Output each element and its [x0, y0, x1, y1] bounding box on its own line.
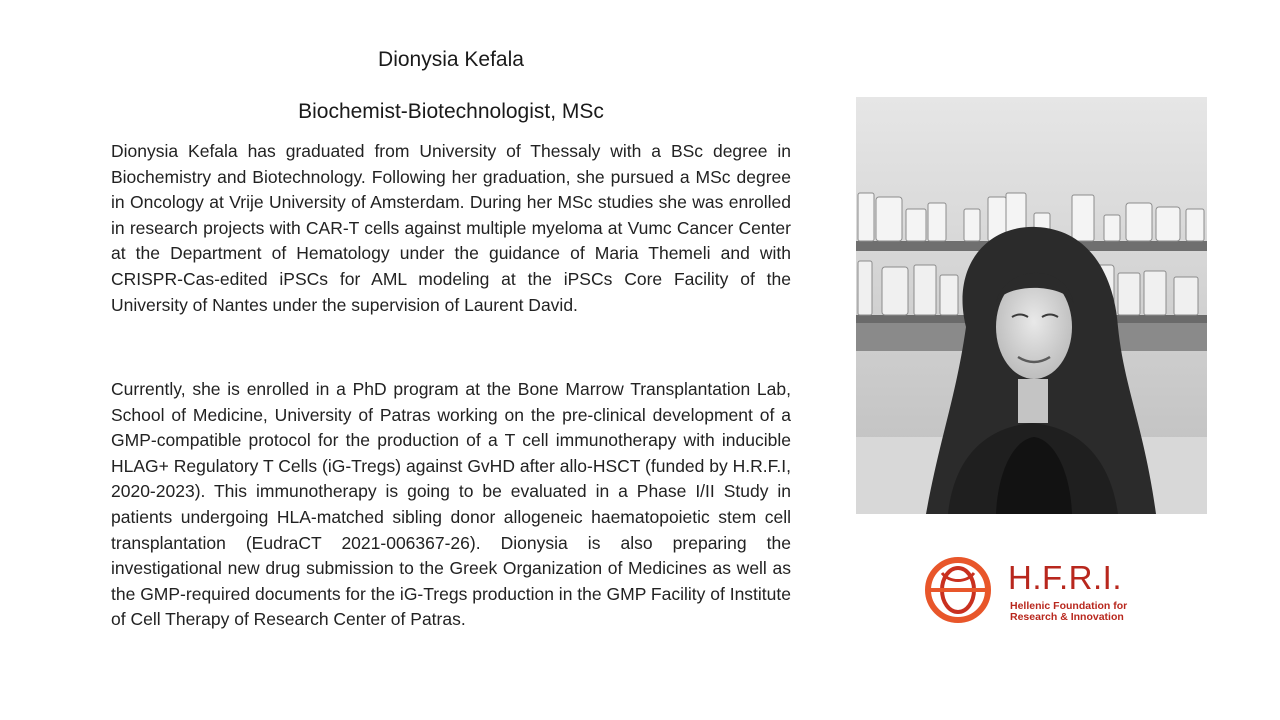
portrait-illustration — [856, 97, 1207, 514]
bio-paragraph-1: Dionysia Kefala has graduated from University of Thessaly with a BSc degree in Biochemistry and Biotechnology. Following her graduation, she pursued a MSc degree in Oncology at Vrije University of Amsterdam. During her MSc studies she was enrolled in research projects with CAR-T cells against multiple myeloma at Vumc Cancer Center at the Department of Hematology under the guidance of Maria Themeli and with CRISPR-Cas-edited iPSCs for AML modeling at the iPSCs Core Facility of the University of Nantes under the supervision of Laurent David. — [111, 141, 791, 315]
hfri-emblem-icon — [922, 555, 996, 625]
person-name: Dionysia Kefala — [378, 48, 524, 71]
person-role: Biochemist-Biotechnologist, MSc — [298, 100, 604, 123]
hfri-logo — [922, 555, 1142, 625]
portrait-photo — [856, 97, 1207, 514]
hfri-letters: H.F.R.I. — [1008, 559, 1123, 596]
hfri-name-line-1: Hellenic Foundation for — [1010, 600, 1128, 612]
bio-paragraph-2: Currently, she is enrolled in a PhD program at the Bone Marrow Transplantation Lab, School of Medicine, University of Patras working on the pre-clinical development of a GMP-compatible protocol for the production of a T cell immunotherapy with inducible HLAG+ Regulatory T Cells (iG-Tregs) against GvHD after allo-HSCT (funded by H.R.F.I, 2020-2023). This immunotherapy is going to be evaluated in a Phase I/II Study in patients undergoing HLA-matched sibling donor allogeneic haematopoietic stem cell transplantation (EudraCT 2021-006367-26). Dionysia is also preparing the investigational new drug submission to the Greek Organization of Medicines as well as the GMP-required documents for the iG-Tregs production in the GMP Facility of Institute of Cell Therapy of Research Center of Patras. — [111, 379, 791, 630]
hfri-name-line-2: Research & Innovation — [1010, 611, 1124, 623]
